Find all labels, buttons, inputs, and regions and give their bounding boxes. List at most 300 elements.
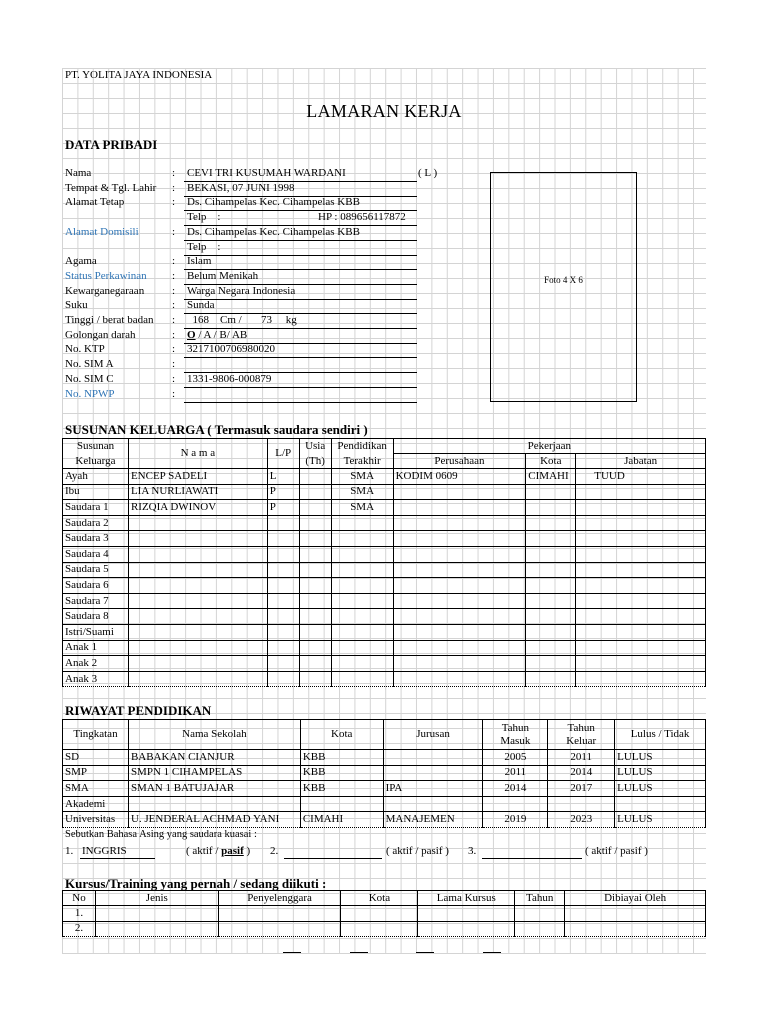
field-value-text: Ds. Cihampelas Kec. Cihampelas KBB (187, 225, 360, 238)
cell-age[interactable] (299, 546, 331, 562)
field-value[interactable] (184, 197, 417, 211)
field-label: Nama (65, 167, 92, 179)
cell-relation: Istri/Suami (63, 624, 129, 640)
field-colon: : (172, 225, 176, 238)
cell-position[interactable] (576, 500, 706, 516)
field-colon: : (172, 328, 176, 341)
cell-sex[interactable] (267, 640, 299, 656)
field-value[interactable] (184, 344, 417, 358)
section-heading-courses: Kursus/Training yang pernah / sedang diikuti : (65, 876, 327, 891)
field-label: No. KTP (65, 343, 105, 356)
header-text: Tahun (501, 721, 530, 734)
language-number-2: 2. (270, 845, 279, 857)
field-colon: : (172, 196, 176, 209)
cell-relation: Saudara 7 (63, 593, 129, 609)
cell-city[interactable]: KBB (300, 750, 383, 766)
cell-age[interactable] (299, 578, 331, 594)
cell-company[interactable] (393, 500, 526, 516)
cell-position[interactable] (576, 640, 706, 656)
cell-sex[interactable]: P (267, 484, 299, 500)
field-label: Tempat & Tgl. Lahir (65, 181, 157, 194)
gender-marker: ( L ) (418, 167, 438, 179)
cell-relation: Anak 2 (63, 656, 129, 672)
cell-year-in[interactable]: 2014 (483, 781, 548, 797)
cell-graduated[interactable]: LULUS (615, 750, 706, 766)
field-value[interactable] (184, 227, 417, 241)
family-header-city: Kota (526, 454, 576, 469)
course-header-year: Tahun (515, 891, 565, 906)
section-heading-family: SUSUNAN KELUARGA ( Termasuk saudara sendiri ) (65, 422, 368, 437)
cell-type[interactable] (95, 921, 218, 937)
cell-age[interactable] (299, 624, 331, 640)
cell-age[interactable] (299, 640, 331, 656)
application-form (62, 68, 706, 954)
cell-age[interactable] (299, 609, 331, 625)
cell-year-in[interactable]: 2019 (483, 812, 548, 828)
cell-position[interactable] (576, 515, 706, 531)
cell-relation: Anak 1 (63, 640, 129, 656)
cell-company[interactable] (393, 515, 526, 531)
cell-age[interactable] (299, 484, 331, 500)
cell-position[interactable] (576, 593, 706, 609)
cell-age[interactable] (299, 656, 331, 672)
cell-level: SMP (63, 765, 129, 781)
cell-name[interactable] (128, 562, 267, 578)
cell-name[interactable] (128, 656, 267, 672)
cell-year-out[interactable]: 2023 (548, 812, 615, 828)
field-colon: : (172, 284, 176, 297)
form-title: LAMARAN KERJA (306, 101, 462, 121)
cell-education[interactable] (331, 531, 393, 547)
field-colon: : (172, 358, 176, 371)
cell-school[interactable]: BABAKAN CIANJUR (128, 750, 300, 766)
cell-organizer[interactable] (218, 906, 341, 922)
header-text: (Th) (305, 454, 325, 467)
field-colon: : (172, 314, 176, 326)
section-heading-education: RIWAYAT PENDIDIKAN (65, 703, 212, 718)
field-value[interactable] (184, 242, 417, 256)
field-value-text: Telp : (187, 240, 221, 253)
language-number-3: 3. (468, 845, 477, 857)
header-text: Masuk (500, 734, 531, 747)
section-heading-personal: DATA PRIBADI (65, 137, 158, 152)
edu-header-year-in (483, 720, 548, 750)
header-text: Terakhir (343, 454, 381, 467)
field-colon: : (172, 255, 176, 268)
language-number-1: 1. (65, 845, 74, 857)
field-value[interactable] (184, 374, 417, 388)
cell-year-in[interactable]: 2011 (483, 765, 548, 781)
family-header-age (299, 439, 331, 469)
cell-sex[interactable] (267, 578, 299, 594)
cell-sex[interactable] (267, 515, 299, 531)
cell-major[interactable] (383, 750, 483, 766)
cell-major[interactable]: MANAJEMEN (383, 812, 483, 828)
family-header-job: Pekerjaan (393, 439, 705, 454)
cell-name[interactable] (128, 515, 267, 531)
field-value-text: 168 Cm / 73 kg (187, 314, 297, 326)
cell-year-out[interactable]: 2017 (548, 781, 615, 797)
cell-city[interactable] (526, 562, 576, 578)
cell-company[interactable]: KODIM 0609 (393, 469, 526, 485)
field-value[interactable] (184, 256, 417, 270)
field-value-text: Sunda (187, 299, 215, 312)
cell-education[interactable] (331, 671, 393, 687)
cell-sex[interactable] (267, 593, 299, 609)
cell-position[interactable] (576, 624, 706, 640)
cell-position[interactable] (576, 484, 706, 500)
field-value[interactable] (184, 183, 417, 197)
cell-funded-by[interactable] (565, 906, 706, 922)
language-prompt: Sebutkan Bahasa Asing yang saudara kuasai : (65, 829, 257, 840)
cell-position[interactable] (576, 656, 706, 672)
cell-city[interactable] (526, 656, 576, 672)
cell-name[interactable]: ENCEP SADELI (128, 469, 267, 485)
cell-education[interactable] (331, 624, 393, 640)
table-row (63, 593, 706, 609)
cell-position[interactable] (576, 609, 706, 625)
cell-graduated[interactable]: LULUS (615, 781, 706, 797)
cell-sex[interactable] (267, 546, 299, 562)
language-2-status: ( aktif / pasif ) (386, 845, 449, 857)
field-label: No. SIM C (65, 372, 114, 385)
field-value-text: 3217100706980020 (187, 343, 275, 356)
course-header-duration: Lama Kursus (418, 891, 515, 906)
cell-city[interactable] (300, 796, 383, 812)
cell-major[interactable] (383, 765, 483, 781)
cell-education[interactable] (331, 562, 393, 578)
table-row (63, 640, 706, 656)
cell-company[interactable] (393, 578, 526, 594)
cell-name[interactable] (128, 531, 267, 547)
language-2-field[interactable] (284, 846, 382, 859)
cell-education[interactable]: SMA (331, 500, 393, 516)
cell-position[interactable] (576, 562, 706, 578)
family-header-sex: L/P (267, 439, 299, 469)
cell-education[interactable] (331, 593, 393, 609)
cell-relation: Anak 3 (63, 671, 129, 687)
field-label: Suku (65, 299, 88, 312)
cell-name[interactable] (128, 624, 267, 640)
cell-level: SMA (63, 781, 129, 797)
phone-number: HP : 089656117872 (318, 211, 406, 224)
cell-position[interactable] (576, 578, 706, 594)
divider (350, 952, 368, 953)
cell-city[interactable]: KBB (300, 765, 383, 781)
cell-school[interactable]: U. JENDERAL ACHMAD YANI (128, 812, 300, 828)
edu-header-level: Tingkatan (63, 720, 129, 750)
cell-sex[interactable] (267, 531, 299, 547)
header-text: Usia (305, 439, 326, 452)
cell-education[interactable] (331, 640, 393, 656)
cell-city[interactable] (526, 500, 576, 516)
cell-relation: Saudara 4 (63, 546, 129, 562)
cell-relation: Saudara 1 (63, 500, 129, 516)
photo-box (490, 172, 637, 402)
cell-city[interactable] (341, 906, 418, 922)
blood-type-selected: O (187, 328, 196, 341)
cell-education[interactable] (331, 578, 393, 594)
course-header-organizer: Penyelenggara (218, 891, 341, 906)
table-row (63, 484, 706, 500)
family-header-relation (63, 439, 129, 469)
family-header-company: Perusahaan (393, 454, 526, 469)
course-header-no: No (63, 891, 96, 906)
cell-no: 2. (63, 921, 96, 937)
field-value-text: CEVI TRI KUSUMAH WARDANI (187, 167, 346, 179)
cell-level: SD (63, 750, 129, 766)
field-value-text: Ds. Cihampelas Kec. Cihampelas KBB (187, 196, 360, 209)
cell-education[interactable] (331, 546, 393, 562)
cell-position[interactable] (576, 671, 706, 687)
company-name: PT. YOLITA JAYA INDONESIA (65, 69, 213, 81)
table-row (63, 796, 706, 812)
cell-no: 1. (63, 906, 96, 922)
cell-city[interactable] (526, 546, 576, 562)
cell-education[interactable]: SMA (331, 469, 393, 485)
table-row (63, 515, 706, 531)
cell-age[interactable] (299, 562, 331, 578)
cell-level: Akademi (63, 796, 129, 812)
cell-name[interactable] (128, 609, 267, 625)
table-row (63, 546, 706, 562)
cell-age[interactable] (299, 469, 331, 485)
cell-sex[interactable]: L (267, 469, 299, 485)
field-value[interactable] (184, 300, 417, 314)
edu-header-city: Kota (300, 720, 383, 750)
cell-company[interactable] (393, 562, 526, 578)
cell-year[interactable] (515, 906, 565, 922)
cell-city[interactable] (526, 609, 576, 625)
table-row (63, 812, 706, 828)
cell-school[interactable]: SMAN 1 BATUJAJAR (128, 781, 300, 797)
cell-relation: Saudara 8 (63, 609, 129, 625)
field-value[interactable] (184, 271, 417, 285)
field-value[interactable] (184, 168, 417, 182)
field-value[interactable] (184, 286, 417, 300)
cell-major[interactable]: IPA (383, 781, 483, 797)
cell-city[interactable] (526, 624, 576, 640)
cell-position[interactable] (576, 531, 706, 547)
language-3-field[interactable] (482, 846, 582, 859)
blood-type-options: / A / B/ AB (195, 328, 248, 341)
field-label: No. NPWP (65, 387, 115, 400)
field-colon: : (172, 387, 176, 400)
header-text: Keluar (566, 734, 597, 747)
field-value-text: BEKASI, 07 JUNI 1998 (187, 181, 295, 194)
header-text: Tahun (567, 721, 595, 734)
cell-position[interactable]: TUUD (576, 469, 706, 485)
table-row (63, 781, 706, 797)
cell-city[interactable] (526, 531, 576, 547)
cell-type[interactable] (95, 906, 218, 922)
cell-city[interactable] (526, 671, 576, 687)
field-colon: : (172, 299, 176, 312)
family-table (62, 438, 706, 687)
cell-school[interactable] (128, 796, 300, 812)
cell-company[interactable] (393, 640, 526, 656)
cell-relation: Saudara 2 (63, 515, 129, 531)
cell-company[interactable] (393, 531, 526, 547)
field-value[interactable] (184, 330, 417, 344)
cell-company[interactable] (393, 624, 526, 640)
cell-age[interactable] (299, 671, 331, 687)
cell-duration[interactable] (418, 921, 515, 937)
field-label: Alamat Tetap (65, 196, 125, 209)
table-row (63, 624, 706, 640)
field-label: Agama (65, 255, 97, 268)
language-3-status: ( aktif / pasif ) (585, 845, 648, 857)
edu-header-major: Jurusan (383, 720, 483, 750)
cell-city[interactable] (526, 578, 576, 594)
field-value[interactable] (184, 359, 417, 373)
courses-table (62, 890, 706, 937)
cell-age[interactable] (299, 531, 331, 547)
cell-city[interactable] (526, 640, 576, 656)
cell-relation: Ibu (63, 484, 129, 500)
field-value[interactable] (184, 389, 417, 403)
cell-year-out[interactable]: 2014 (548, 765, 615, 781)
table-row (63, 656, 706, 672)
cell-year-out[interactable] (548, 796, 615, 812)
divider (416, 952, 434, 953)
language-1-field[interactable]: INGGRIS (80, 846, 155, 859)
cell-name[interactable] (128, 671, 267, 687)
table-row (63, 906, 706, 922)
table-row (63, 765, 706, 781)
edu-header-year-out (548, 720, 615, 750)
cell-major[interactable] (383, 796, 483, 812)
cell-graduated[interactable] (615, 796, 706, 812)
field-label: Kewarganegaraan (65, 284, 145, 297)
cell-sex[interactable] (267, 609, 299, 625)
cell-year-out[interactable]: 2011 (548, 750, 615, 766)
cell-year-in[interactable] (483, 796, 548, 812)
cell-name[interactable] (128, 640, 267, 656)
edu-header-graduated: Lulus / Tidak (615, 720, 706, 750)
edu-header-school: Nama Sekolah (128, 720, 300, 750)
cell-company[interactable] (393, 546, 526, 562)
cell-sex[interactable] (267, 656, 299, 672)
cell-school[interactable]: SMPN 1 CIHAMPELAS (128, 765, 300, 781)
cell-year-in[interactable]: 2005 (483, 750, 548, 766)
table-row (63, 578, 706, 594)
table-row (63, 500, 706, 516)
cell-name[interactable] (128, 546, 267, 562)
course-header-funded-by: Dibiayai Oleh (565, 891, 706, 906)
course-header-type: Jenis (95, 891, 218, 906)
course-header-city: Kota (341, 891, 418, 906)
field-colon: : (172, 181, 176, 194)
cell-age[interactable] (299, 515, 331, 531)
cell-level: Universitas (63, 812, 129, 828)
table-row (63, 562, 706, 578)
table-row (63, 671, 706, 687)
field-value[interactable] (184, 315, 417, 329)
table-row (63, 921, 706, 937)
status-selected: pasif (221, 845, 244, 857)
field-value-text: Belum Menikah (187, 269, 259, 282)
cell-sex[interactable] (267, 562, 299, 578)
cell-city[interactable] (341, 921, 418, 937)
field-value-text: Islam (187, 255, 212, 268)
cell-sex[interactable]: P (267, 500, 299, 516)
divider (283, 952, 301, 953)
cell-company[interactable] (393, 656, 526, 672)
status-text: ) (243, 845, 251, 857)
table-row (63, 469, 706, 485)
cell-age[interactable] (299, 593, 331, 609)
cell-funded-by[interactable] (565, 921, 706, 937)
cell-education[interactable] (331, 609, 393, 625)
field-label: Tinggi / berat badan (65, 314, 154, 326)
cell-year[interactable] (515, 921, 565, 937)
cell-city[interactable] (526, 515, 576, 531)
cell-age[interactable] (299, 500, 331, 516)
cell-name[interactable] (128, 593, 267, 609)
family-header-position: Jabatan (576, 454, 706, 469)
family-header-education (331, 439, 393, 469)
cell-education[interactable]: SMA (331, 484, 393, 500)
cell-company[interactable] (393, 609, 526, 625)
cell-duration[interactable] (418, 906, 515, 922)
cell-relation: Saudara 6 (63, 578, 129, 594)
cell-city[interactable]: KBB (300, 781, 383, 797)
field-label: Status Perkawinan (65, 269, 147, 282)
cell-relation: Ayah (63, 469, 129, 485)
cell-name[interactable] (128, 578, 267, 594)
cell-company[interactable] (393, 593, 526, 609)
cell-relation: Saudara 5 (63, 562, 129, 578)
cell-city[interactable] (526, 484, 576, 500)
field-value-text: Telp : (187, 211, 221, 224)
cell-relation: Saudara 3 (63, 531, 129, 547)
status-text: ( aktif / (186, 845, 222, 857)
table-row (63, 531, 706, 547)
cell-graduated[interactable]: LULUS (615, 812, 706, 828)
cell-graduated[interactable]: LULUS (615, 765, 706, 781)
cell-organizer[interactable] (218, 921, 341, 937)
field-colon: : (172, 167, 176, 179)
family-header-name: N a m a (128, 439, 267, 469)
divider (483, 952, 501, 953)
cell-company[interactable] (393, 671, 526, 687)
cell-name[interactable]: LIA NURLIAWATI (128, 484, 267, 500)
cell-name[interactable]: RIZQIA DWINOV (128, 500, 267, 516)
header-text: Pendidikan (337, 439, 387, 452)
field-colon: : (172, 269, 176, 282)
field-label: Golongan darah (65, 328, 136, 341)
field-value-text: 1331-9806-000879 (187, 372, 272, 385)
education-table (62, 719, 706, 828)
cell-sex[interactable] (267, 624, 299, 640)
table-row (63, 750, 706, 766)
field-colon: : (172, 343, 176, 356)
language-1-status (186, 846, 250, 857)
cell-city[interactable] (526, 593, 576, 609)
field-value-text: Warga Negara Indonesia (187, 284, 296, 297)
header-text: Keluarga (75, 454, 116, 467)
cell-position[interactable] (576, 546, 706, 562)
cell-city[interactable]: CIMAHI (526, 469, 576, 485)
header-text: Susunan (76, 439, 115, 452)
cell-company[interactable] (393, 484, 526, 500)
cell-sex[interactable] (267, 671, 299, 687)
cell-education[interactable] (331, 515, 393, 531)
field-colon: : (172, 372, 176, 385)
cell-city[interactable]: CIMAHI (300, 812, 383, 828)
cell-education[interactable] (331, 656, 393, 672)
